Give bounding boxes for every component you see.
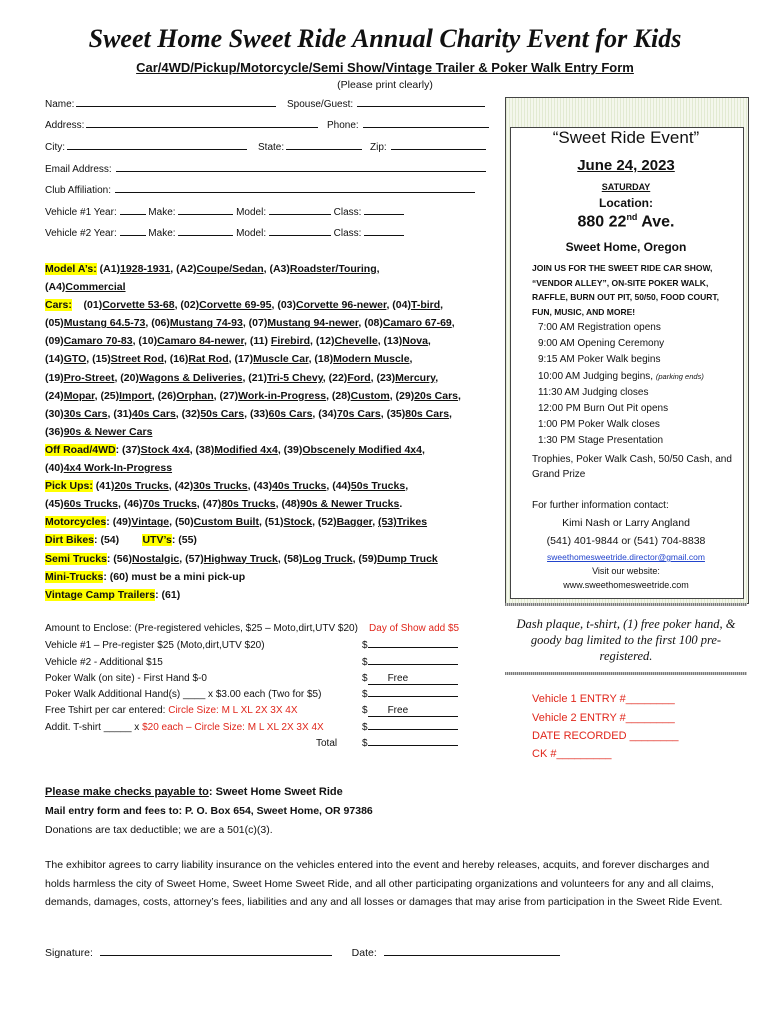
cars-line3: (09)Camaro 70-83, (10)Camaro 84-newer, (11) Firebird, (12)Chevelle, (13)Nova,: [45, 335, 431, 348]
tax-note: Donations are tax deductible; we are a 501(c)(3).: [45, 824, 273, 836]
contact-label: For further information contact:: [532, 500, 669, 511]
print-note: (Please print clearly): [337, 79, 433, 91]
email-field[interactable]: Email Address:: [45, 162, 486, 175]
location-city: Sweet Home, Oregon: [565, 240, 687, 254]
mini-line: Mini-Trucks: (60) must be a mini pick-up: [45, 570, 246, 583]
vehicle1-row[interactable]: Vehicle #1 Year: Make: Model: Class:: [45, 205, 404, 218]
event-description: JOIN US FOR THE SWEET RIDE CAR SHOW, “VENDOR ALLEY”, ON-SITE POKER WALK, RAFFLE, BURN OUT PIT, 50/50, FOOD COURT, FUN, MUSIC, AND MORE!: [532, 263, 720, 317]
location-address: 880 22nd Ave.: [577, 212, 675, 231]
amount-v1[interactable]: $: [362, 640, 458, 651]
cars-line5: (19)Pro-Street, (20)Wagons & Deliveries, (21)Tri-5 Chevy, (22)Ford, (23)Mercury,: [45, 371, 439, 384]
fee-addit-label: Addit. T-shirt _____ x $20 each – Circle Size: M L XL 2X 3X 4X: [45, 722, 324, 733]
state-field[interactable]: State:: [258, 140, 362, 153]
fee-poker-label: Poker Walk (on site) - First Hand $-0: [45, 673, 207, 684]
office-date-recorded: DATE RECORDED ________: [532, 730, 679, 742]
amount-tshirt[interactable]: $ Free: [362, 705, 458, 717]
fee-tshirt-label: Free Tshirt per car entered: Circle Size: M L XL 2X 3X 4X: [45, 705, 298, 716]
signature-label: Signature:: [45, 947, 93, 959]
spouse-field[interactable]: Spouse/Guest:: [287, 97, 485, 110]
model-a-line1: Model A’s: (A1)1928-1931, (A2)Coupe/Sedan, (A3)Roadster/Touring,: [45, 263, 380, 275]
event-day: SATURDAY: [601, 182, 651, 192]
signature-row[interactable]: [45, 946, 560, 959]
office-entry1: Vehicle 1 ENTRY #________: [532, 693, 675, 705]
schedule-item: 11:30 AM Judging closes: [538, 386, 649, 398]
cars-line2: (05)Mustang 64.5-73, (06)Mustang 74-93, (07)Mustang 94-newer, (08)Camaro 67-69,: [45, 317, 455, 330]
vehicle2-row[interactable]: Vehicle #2 Year: Make: Model: Class:: [45, 226, 404, 239]
event-name: “Sweet Ride Event”: [552, 128, 700, 147]
website-label: Visit our website:: [592, 566, 660, 576]
date-line[interactable]: [384, 946, 560, 956]
schedule-item: 12:00 PM Burn Out Pit opens: [538, 403, 669, 415]
fee-v1-label: Vehicle #1 – Pre-register $25 (Moto,dirt,UTV $20): [45, 640, 265, 651]
promo-text: Dash plaque, t-shirt, (1) free poker hand, & goody bag limited to the first 100 pre-registered.: [516, 617, 736, 663]
signature-line[interactable]: [100, 946, 332, 956]
contact-email-link[interactable]: sweethomesweetride.director@gmail.com: [547, 552, 705, 562]
divider: [505, 672, 747, 675]
checks-payable: Please make checks payable to: Sweet Home Sweet Ride: [45, 786, 343, 798]
name-field[interactable]: Name:: [45, 97, 276, 110]
schedule-item: 7:00 AM Registration opens: [538, 322, 661, 333]
amount-total[interactable]: $: [362, 738, 458, 749]
event-date: June 24, 2023: [577, 157, 675, 174]
pickups-line2: (45)60s Trucks, (46)70s Trucks, (47)80s Trucks, (48)90s & Newer Trucks.: [45, 498, 403, 511]
mail-address: Mail entry form and fees to: P. O. Box 654, Sweet Home, OR 97386: [45, 805, 373, 817]
semi-line: Semi Trucks: (56)Nostalgic, (57)Highway Truck, (58)Log Truck, (59)Dump Truck: [45, 552, 438, 565]
address-field[interactable]: Address:: [45, 118, 318, 131]
cars-line4: (14)GTO, (15)Street Rod, (16)Rat Rod, (17)Muscle Car, (18)Modern Muscle,: [45, 353, 413, 366]
office-entry2: Vehicle 2 ENTRY #________: [532, 712, 675, 724]
offroad-line2: (40)4x4 Work-In-Progress: [45, 462, 173, 475]
club-field[interactable]: Club Affiliation:: [45, 183, 475, 196]
cars-line7: (30)30s Cars, (31)40s Cars, (32)50s Cars, (33)60s Cars, (34)70s Cars, (35)80s Cars,: [45, 407, 452, 420]
form-title: Sweet Home Sweet Ride Annual Charity Event for Kids: [88, 24, 682, 53]
office-ck: CK #_________: [532, 748, 612, 760]
offroad-line1: Off Road/4WD: (37)Stock 4x4, (38)Modified 4x4, (39)Obscenely Modified 4x4,: [45, 443, 425, 456]
divider: [505, 603, 747, 606]
zip-field[interactable]: Zip:: [370, 140, 486, 153]
motorcycles-line: Motorcycles: (49)Vintage, (50)Custom Built, (51)Stock, (52)Bagger, (53)Trikes: [45, 516, 428, 529]
schedule-item: 9:15 AM Poker Walk begins: [538, 354, 661, 366]
city-field[interactable]: City:: [45, 140, 247, 153]
phone-field[interactable]: Phone:: [327, 118, 489, 131]
schedule-item: 10:00 AM Judging begins, (parking ends): [538, 370, 704, 382]
amount-poker-add[interactable]: $: [362, 689, 458, 700]
schedule-item: 1:00 PM Poker Walk closes: [538, 419, 660, 431]
amount-addit[interactable]: $: [362, 722, 458, 733]
amount-v2[interactable]: $: [362, 657, 458, 668]
schedule-item: 9:00 AM Opening Ceremony: [538, 338, 665, 350]
cars-line1: Cars: (01)Corvette 53-68, (02)Corvette 69-95, (03)Corvette 96-newer, (04)T-bird,: [45, 299, 444, 312]
cars-line8: (36)90s & Newer Cars: [45, 425, 153, 438]
date-label: Date:: [351, 947, 377, 959]
dirt-utv-line: Dirt Bikes: (54) UTV’s: (55): [45, 534, 197, 547]
pickups-line1: Pick Ups: (41)20s Trucks, (42)30s Trucks, (43)40s Trucks, (44)50s Trucks,: [45, 480, 409, 493]
prizes-text: Trophies, Poker Walk Cash, 50/50 Cash, and Grand Prize: [532, 454, 732, 480]
enclose-label: Amount to Enclose: (Pre-registered vehicles, $25 – Moto,dirt,UTV $20) Day of Show add $5: [45, 623, 460, 634]
cars-line6: (24)Mopar, (25)Import, (26)Orphan, (27)Work-in-Progress, (28)Custom, (29)20s Cars,: [45, 389, 461, 402]
liability-text: The exhibitor agrees to carry liability insurance on the vehicles entered into the event and hereby releases, acquits, and forever discharges and holds harmless the city of Sweet Home, Sweet Home Sweet Ride, and all other participating organizations and volunteers for any and all claims, demands, damages, costs, attorney’s fees, liabilities and any and all losses or damages that may arise from participation in the Sweet Ride Event.: [45, 859, 723, 909]
model-a-line2: (A4)Commercial: [45, 281, 126, 294]
contact-phones: (541) 401-9844 or (541) 704-8838: [546, 535, 706, 547]
website-link[interactable]: www.sweethomesweetride.com: [563, 580, 689, 590]
categories-list: [45, 260, 495, 604]
vintage-line: Vintage Camp Trailers: (61): [45, 588, 181, 601]
amount-poker[interactable]: $ Free: [362, 673, 458, 685]
schedule-item: 1:30 PM Stage Presentation: [538, 435, 664, 447]
event-schedule: [538, 320, 704, 450]
form-subtitle: Car/4WD/Pickup/Motorcycle/Semi Show/Vintage Trailer & Poker Walk Entry Form: [136, 60, 634, 75]
fee-total-label: Total: [316, 738, 338, 749]
fee-poker-add-label: Poker Walk Additional Hand(s) ____ x $3.00 each (Two for $5): [45, 689, 322, 700]
fee-v2-label: Vehicle #2 - Additional $15: [45, 657, 163, 668]
contact-names: Kimi Nash or Larry Angland: [562, 517, 690, 529]
location-label: Location:: [599, 196, 653, 210]
